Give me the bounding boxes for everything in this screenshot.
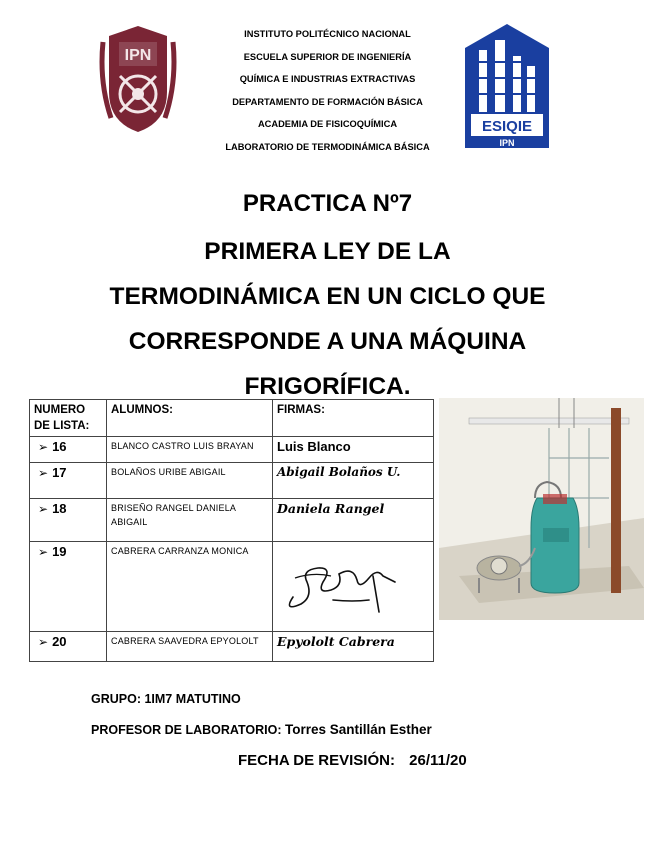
student-roster-table (29, 399, 434, 662)
arrow-bullet-icon: ➢ (38, 502, 49, 516)
title-line: TERMODINÁMICA EN UN CICLO QUE (109, 283, 546, 310)
arrow-bullet-icon: ➢ (38, 440, 49, 454)
list-number: 17 (52, 465, 67, 480)
title-line: CORRESPONDE A UNA MÁQUINA (128, 328, 527, 355)
header-signatures: FIRMAS: (273, 400, 434, 437)
arrow-bullet-icon: ➢ (38, 545, 49, 559)
student-signature: Daniela Rangel (273, 499, 434, 542)
list-number: 19 (52, 544, 67, 559)
list-number: 20 (52, 634, 67, 649)
revision-date (238, 752, 467, 769)
header-students: ALUMNOS: (107, 400, 273, 437)
student-name: BRISEÑO RANGEL DANIELA ABIGAIL (107, 499, 273, 542)
lab-apparatus-illustration (439, 398, 644, 620)
student-signature: Epyololt Cabrera (273, 632, 434, 662)
handwritten-signature (273, 542, 423, 622)
student-signature: Abigail Bolaños U. (273, 463, 434, 499)
table-row (30, 542, 434, 632)
esiqie-logo (461, 22, 553, 150)
professor-name: Torres Santillán Esther (285, 722, 432, 737)
list-number: 18 (52, 501, 67, 516)
table-row (30, 437, 434, 463)
institution-header (195, 23, 460, 158)
header-line-school: ESCUELA SUPERIOR DE INGENIERÍA (243, 51, 412, 62)
ipn-logo-text: IPN (124, 47, 152, 64)
student-name: CABRERA SAAVEDRA EPYOLOLT (107, 632, 273, 662)
header-list-number: NUMERO DE LISTA: (30, 400, 107, 437)
professor-info (91, 722, 432, 737)
table-header-row (30, 400, 434, 437)
header-line-school-cont: QUÍMICA E INDUSTRIAS EXTRACTIVAS (239, 74, 416, 84)
table-row (30, 463, 434, 499)
revision-date-label: FECHA DE REVISIÓN: (238, 752, 395, 769)
header-line-department: DEPARTAMENTO DE FORMACIÓN BÁSICA (232, 96, 423, 107)
table-row (30, 499, 434, 542)
student-name: CABRERA CARRANZA MONICA (107, 542, 273, 632)
group-info: GRUPO: 1IM7 MATUTINO (91, 692, 241, 706)
esiqie-logo-text: ESIQIE (481, 118, 533, 135)
esiqie-logo-subtext: IPN (499, 138, 515, 148)
revision-date-value: 26/11/20 (409, 752, 467, 769)
arrow-bullet-icon: ➢ (38, 635, 49, 649)
table-row (30, 632, 434, 662)
arrow-bullet-icon: ➢ (38, 466, 49, 480)
student-signature: Luis Blanco (273, 437, 434, 463)
professor-label: PROFESOR DE LABORATORIO: (91, 723, 282, 737)
practice-title (0, 229, 655, 409)
header-line-laboratory: LABORATORIO DE TERMODINÁMICA BÁSICA (225, 141, 430, 152)
header-line-academy: ACADEMIA DE FISICOQUÍMICA (257, 119, 398, 129)
title-line: FRIGORÍFICA. (244, 373, 411, 400)
student-name: BOLAÑOS URIBE ABIGAIL (107, 463, 273, 499)
practice-number: PRACTICA Nº7 (242, 190, 413, 217)
list-number: 16 (52, 439, 67, 454)
ipn-logo (97, 22, 179, 136)
student-name: BLANCO CASTRO LUIS BRAYAN (107, 437, 273, 463)
header-line-institute: INSTITUTO POLITÉCNICO NACIONAL (244, 29, 411, 39)
handwritten-signature-cell (273, 542, 434, 632)
title-line: PRIMERA LEY DE LA (204, 238, 451, 265)
